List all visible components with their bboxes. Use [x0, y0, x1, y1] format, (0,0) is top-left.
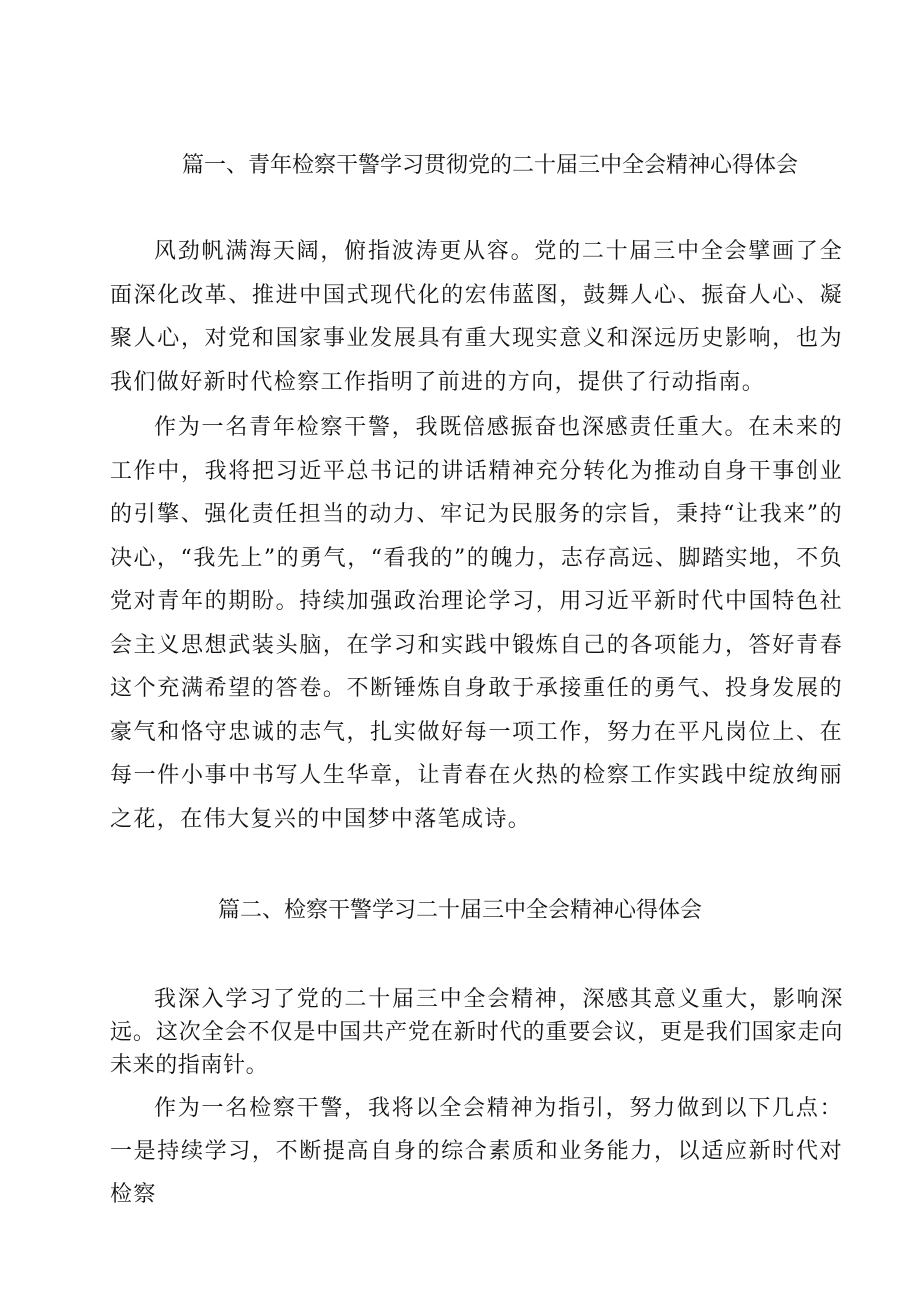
- section-2-paragraph-1: 我深入学习了党的二十届三中全会精神，深感其意义重大，影响深远。这次全会不仅是中国共产党在新时代的重要会议，更是我们国家走向未来的指南针。: [110, 987, 843, 1078]
- section-1-paragraph-2: 作为一名青年检察干警，我既倍感振奋也深感责任重大。在未来的工作中，我将把习近平总书记的讲话精神充分转化为推动自身干事创业的引擎、强化责任担当的动力、牢记为民服务的宗旨，秉持“让我来”的决心，“我先上”的勇气，“看我的”的魄力，志存高远、脚踏实地，不负党对青年的期盼。持续加强政治理论学习，用习近平新时代中国特色社会主义思想武装头脑，在学习和实践中锻炼自己的各项能力，答好青春这个充满希望的答卷。不断锤炼自身敢于承接重任的勇气、投身发展的豪气和恪守忠诚的志气，扎实做好每一项工作，努力在平凡岗位上、在每一件小事中书写人生华章，让青春在火热的检察工作实践中绽放绚丽之花，在伟大复兴的中国梦中落笔成诗。: [110, 415, 843, 832]
- section-2-title: 篇二、检察干警学习二十届三中全会精神心得体会: [217, 898, 702, 923]
- section-1-paragraph-1: 风劲帆满海天阔，俯指波涛更从容。党的二十届三中全会擘画了全面深化改革、推进中国式现代化的宏伟蓝图，鼓舞人心、振奋人心、凝聚人心，对党和国家事业发展具有重大现实意义和深远历史影响，也为我们做好新时代检察工作指明了前进的方向，提供了行动指南。: [110, 239, 843, 395]
- section-2-paragraph-2: 作为一名检察干警，我将以全会精神为指引，努力做到以下几点：一是持续学习，不断提高自身的综合素质和业务能力，以适应新时代对检察: [110, 1096, 843, 1207]
- section-1-title: 篇一、青年检察干警学习贯彻党的二十届三中全会精神心得体会: [181, 153, 798, 178]
